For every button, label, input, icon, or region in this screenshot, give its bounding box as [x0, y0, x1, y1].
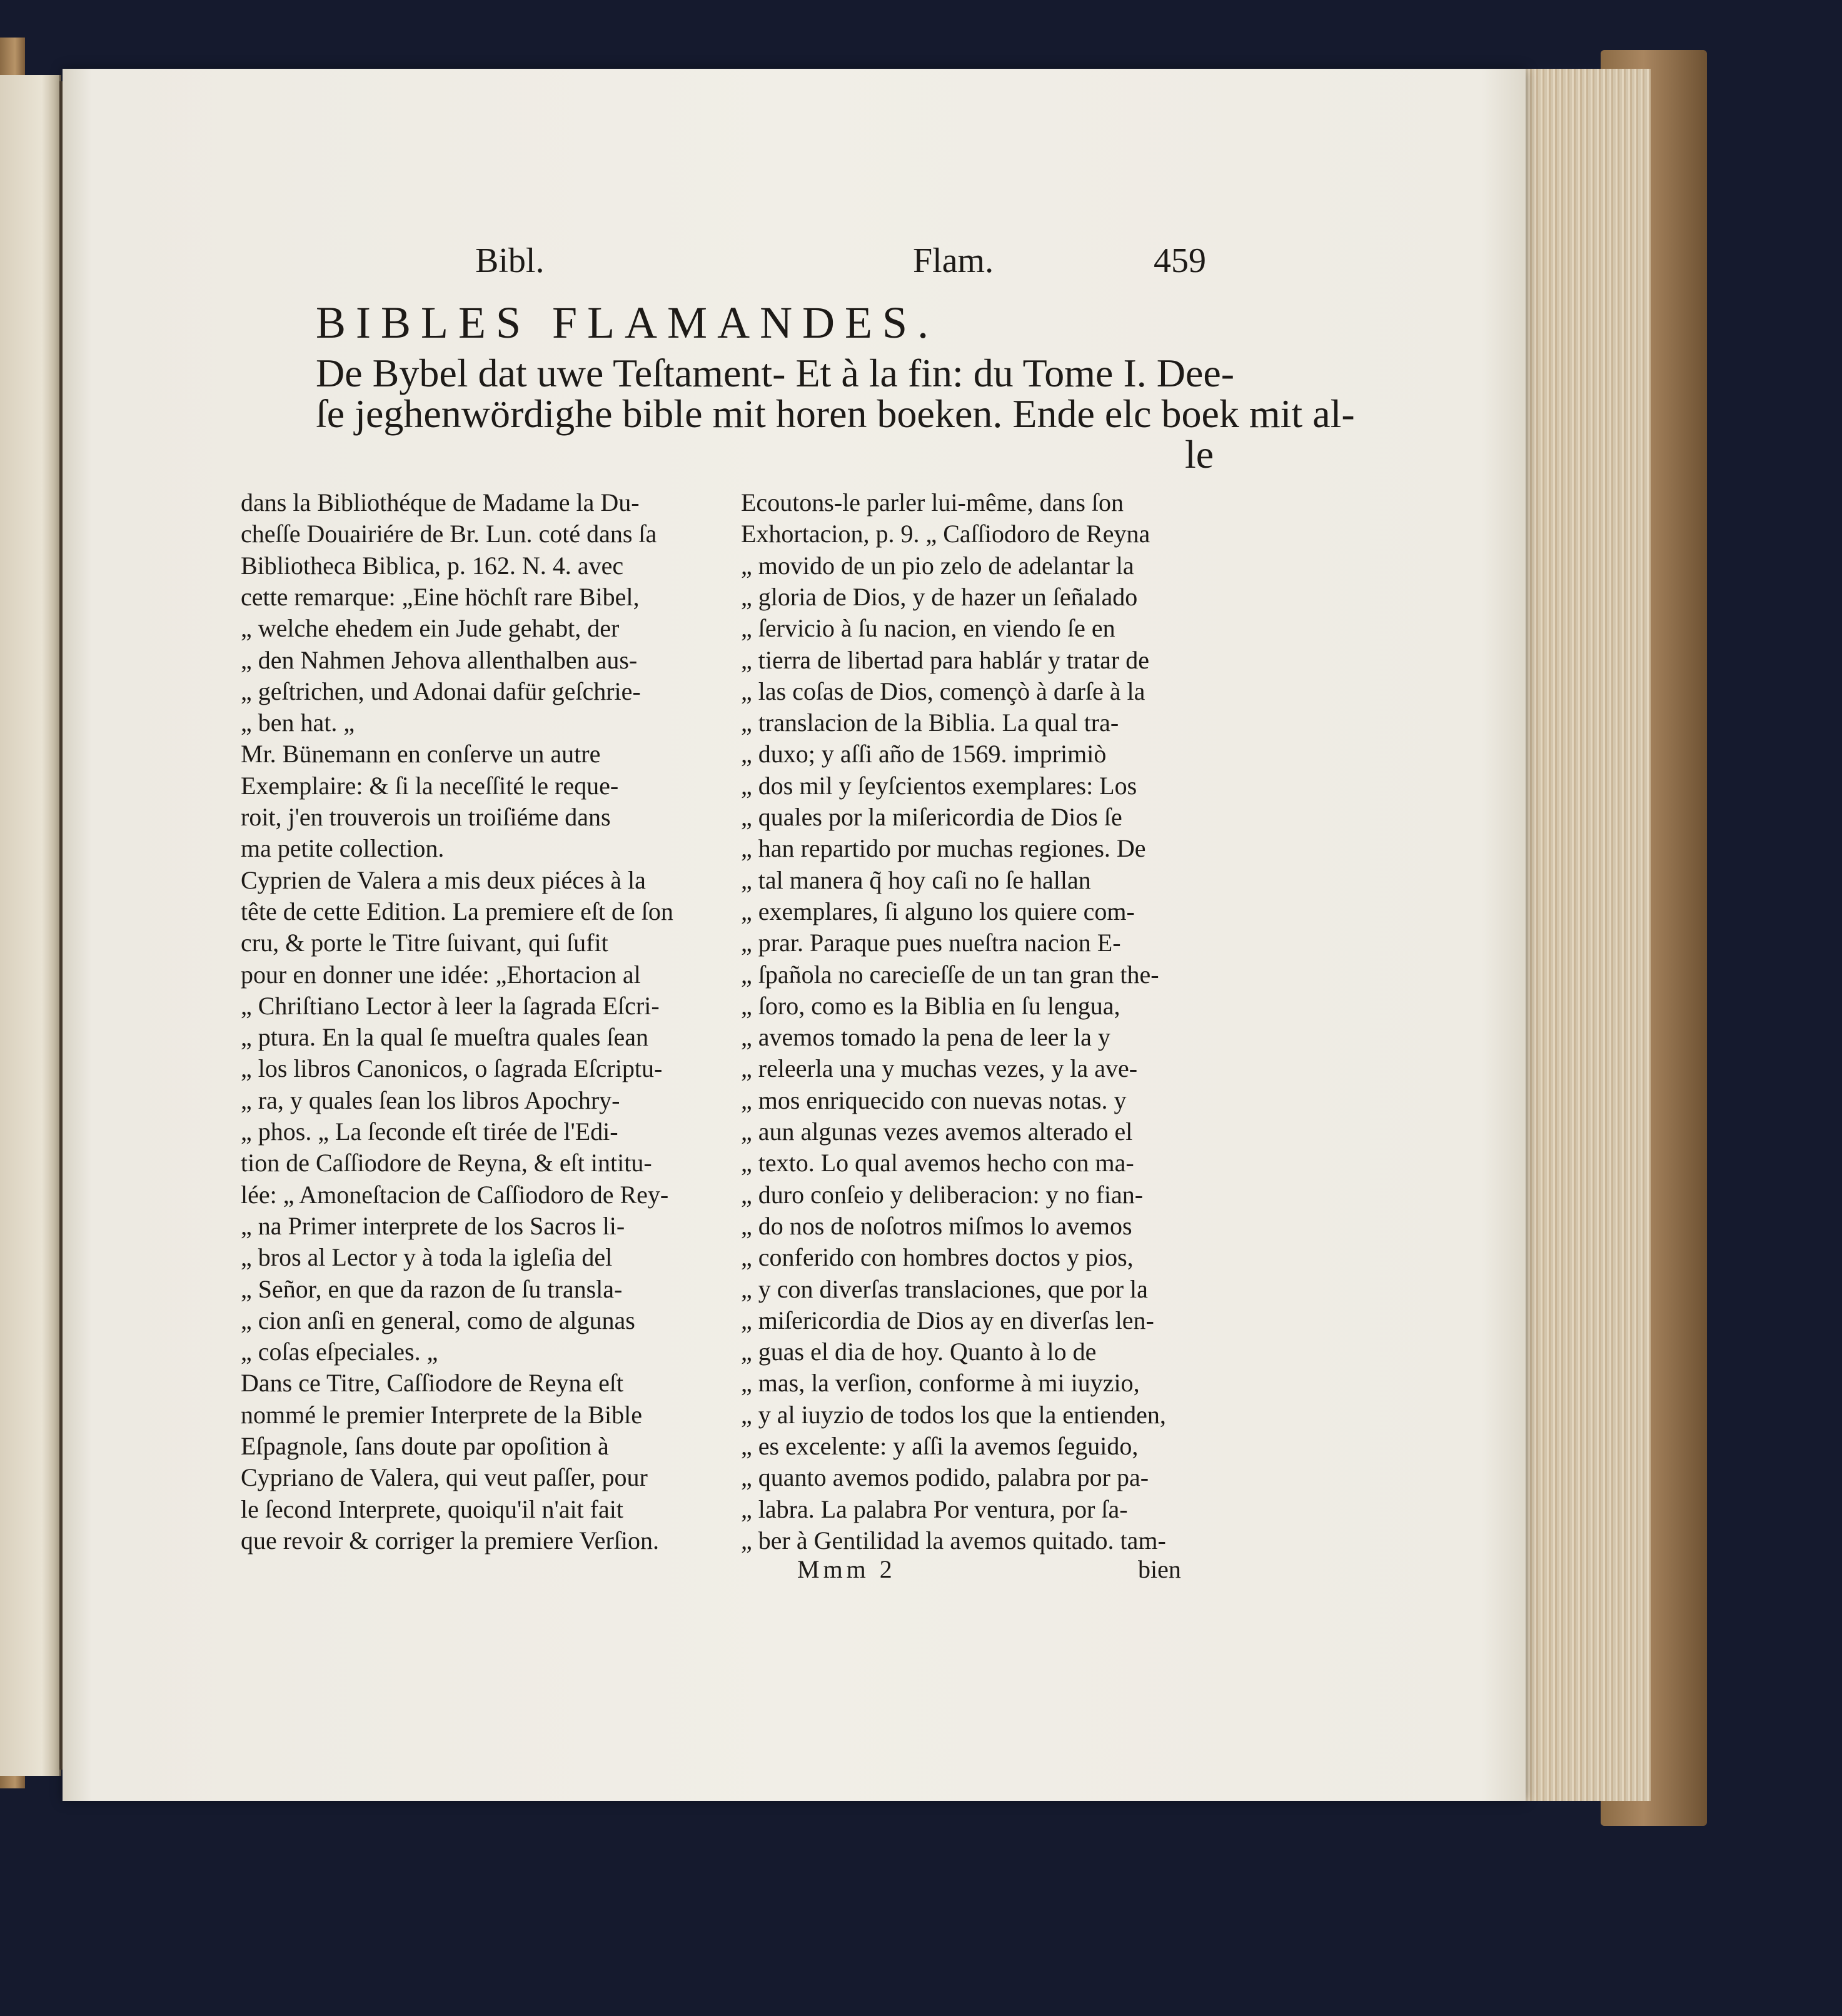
- left-column-line: Cypriano de Valera, qui veut paſſer, pour: [241, 1463, 648, 1492]
- left-column-line: nommé le premier Interprete de la Bible: [241, 1400, 642, 1429]
- right-column-line: „ labra. La palabra Por ventura, por ſa-: [741, 1494, 1128, 1523]
- right-column-line: „ han repartido por muchas regiones. De: [741, 834, 1146, 863]
- right-column-line: „ tierra de libertad para hablár y tratar de: [741, 645, 1149, 674]
- right-column-line: „ las coſas de Dios, començò à darſe à la: [741, 677, 1145, 705]
- left-column-line: dans la Bibliothéque de Madame la Du-: [241, 488, 640, 517]
- right-column-line: Ecoutons-le parler lui-même, dans ſon: [741, 488, 1124, 517]
- right-column-line: „ quanto avemos podido, palabra por pa-: [741, 1463, 1149, 1492]
- left-column-line: „ na Primer interprete de los Sacros li-: [241, 1211, 625, 1240]
- right-column-line: „ y con diverſas translaciones, que por la: [741, 1274, 1148, 1303]
- right-column-line: „ dos mil y ſeyſcientos exemplares: Los: [741, 771, 1137, 800]
- right-column-line: „ ſervicio à ſu nacion, en viendo ſe en: [741, 614, 1115, 643]
- page-title: BIBLES FLAMANDES.: [316, 298, 939, 348]
- left-column-line: „ phos. „ La ſeconde eſt tirée de l'Edi-: [241, 1117, 618, 1146]
- right-column-line: „ duxo; y aſſi año de 1569. imprimiò: [741, 740, 1107, 769]
- right-column-line: „ gloria de Dios, y de hazer un ſeñalado: [741, 582, 1138, 611]
- right-column-line: „ prar. Paraque pues nueſtra nacion E-: [741, 929, 1121, 957]
- right-column-line: „ guas el dia de hoy. Quanto à lo de: [741, 1338, 1097, 1366]
- right-column-line: „ mos enriquecido con nuevas notas. y: [741, 1086, 1127, 1114]
- catchword: bien: [1138, 1555, 1181, 1583]
- right-column-line: „ quales por la miſericordia de Dios ſe: [741, 803, 1122, 831]
- right-column-line: „ translacion de la Biblia. La qual tra-: [741, 708, 1119, 737]
- right-column-line: Exhortacion, p. 9. „ Caſſiodoro de Reyna: [741, 520, 1150, 548]
- right-column-line: „ ſpañola no careciеſſe de un tan gran the-: [741, 960, 1159, 989]
- left-column-line: cheſſe Douairiére de Br. Lun. coté dans ſa: [241, 520, 657, 548]
- left-column-line: pour en donner une idée: „Ehortacion al: [241, 960, 641, 989]
- title-line: le: [1185, 432, 1214, 476]
- left-column-line: „ ptura. En la qual ſe mueſtra quales ſean: [241, 1023, 648, 1052]
- left-column-line: Mr. Bünemann en conſerve un autre: [241, 740, 601, 769]
- left-column-line: le ſecond Interprete, quoiqu'il n'ait fait: [241, 1494, 623, 1523]
- left-column-line: lée: „ Amoneſtacion de Caſſiodoro de Rey-: [241, 1180, 669, 1209]
- left-column-line: „ ra, y quales ſean los libros Apochry-: [241, 1086, 620, 1114]
- right-column-line: „ do nos de noſotros miſmos lo avemos: [741, 1211, 1132, 1240]
- left-column-line: Bibliotheca Biblica, p. 162. N. 4. avec: [241, 551, 624, 580]
- right-column-line: „ conferido con hombres doctos y pios,: [741, 1243, 1134, 1272]
- title-line: ſe jeghenwördighe bible mit horen boeken. Ende elc boek mit al-: [316, 391, 1355, 436]
- left-column-line: „ den Nahmen Jehova allenthalben aus-: [241, 645, 638, 674]
- right-column-line: „ mas, la verſion, conforme à mi iuyzio,: [741, 1369, 1140, 1398]
- left-column-line: „ Chriſtiano Lector à leer la ſagrada Eſcri-: [241, 991, 660, 1020]
- right-column-line: „ avemos tomado la pena de leer la y: [741, 1023, 1110, 1052]
- running-head-left: Bibl.: [475, 241, 545, 280]
- right-column-line: „ releerla una y muchas vezes, y la ave-: [741, 1054, 1138, 1083]
- left-column-line: cru, & porte le Titre ſuivant, qui ſufit: [241, 929, 608, 957]
- left-column-line: Dans ce Titre, Caſſiodore de Reyna eſt: [241, 1369, 624, 1398]
- left-column-line: Exemplaire: & ſi la neceſſité le reque-: [241, 771, 619, 800]
- right-column-line: „ exemplares, ſi alguno los quiere com-: [741, 897, 1135, 925]
- page-number: 459: [1154, 241, 1206, 280]
- left-column-line: que revoir & corriger la premiere Verſion.: [241, 1526, 659, 1555]
- right-column-line: „ y al iuyzio de todos los que la entienden,: [741, 1400, 1166, 1429]
- left-column-line: Eſpagnole, ſans doute par opoſition à: [241, 1432, 609, 1460]
- left-column-line: „ bros al Lector y à toda la igleſia del: [241, 1243, 613, 1272]
- right-column-line: „ ſoro, como es la Biblia en ſu lengua,: [741, 991, 1120, 1020]
- running-head-center: Flam.: [913, 241, 994, 280]
- left-column-line: „ cion anſi en general, como de algunas: [241, 1306, 635, 1334]
- left-page-edge: [0, 75, 61, 1776]
- right-column-line: „ aun algunas vezes avemos alterado el: [741, 1117, 1133, 1146]
- left-column-line: Cyprien de Valera a mis deux piéces à la: [241, 865, 646, 894]
- right-column-line: „ duro conſeio y deliberacion: y no fian-: [741, 1180, 1144, 1209]
- left-column-line: „ coſas eſpeciales. „: [241, 1338, 438, 1366]
- right-column-line: „ es excelente: y aſſi la avemos ſeguido,: [741, 1432, 1139, 1460]
- title-line: De Bybel dat uwe Teſtament- Et à la fin: du Tome I. Dee-: [316, 351, 1235, 395]
- right-column-line: „ ber à Gentilidad la avemos quitado. tam-: [741, 1526, 1166, 1555]
- left-column-line: „ geſtrichen, und Adonai dafür geſchrie-: [241, 677, 641, 705]
- right-column-line: „ tal manera q̃ hoy caſi no ſe hallan: [741, 865, 1091, 894]
- right-column-line: „ texto. Lo qual avemos hecho con ma-: [741, 1149, 1134, 1177]
- page-block-edge: [1526, 69, 1651, 1801]
- left-column-line: „ los libros Canonicos, o ſagrada Eſcriptu-: [241, 1054, 663, 1083]
- signature-mark: Mmm 2: [797, 1555, 896, 1583]
- left-column-line: „ Señor, en que da razon de ſu transla-: [241, 1274, 623, 1303]
- right-column-line: „ miſericordia de Dios ay en diverſas len-: [741, 1306, 1154, 1334]
- left-column-line: roit, j'en trouverois un troiſiéme dans: [241, 803, 611, 831]
- left-column-line: „ ben hat. „: [241, 708, 355, 737]
- left-column-line: ma petite collection.: [241, 834, 445, 863]
- left-column-line: „ welche ehedem ein Jude gehabt, der: [241, 614, 620, 643]
- right-column-line: „ movido de un pio zelo de adelantar la: [741, 551, 1134, 580]
- left-column-line: tion de Caſſiodore de Reyna, & eſt intitu-: [241, 1149, 652, 1177]
- left-column-line: cette remarque: „Eine höchſt rare Bibel,: [241, 582, 640, 611]
- left-column-line: tête de cette Edition. La premiere eſt de ſon: [241, 897, 673, 925]
